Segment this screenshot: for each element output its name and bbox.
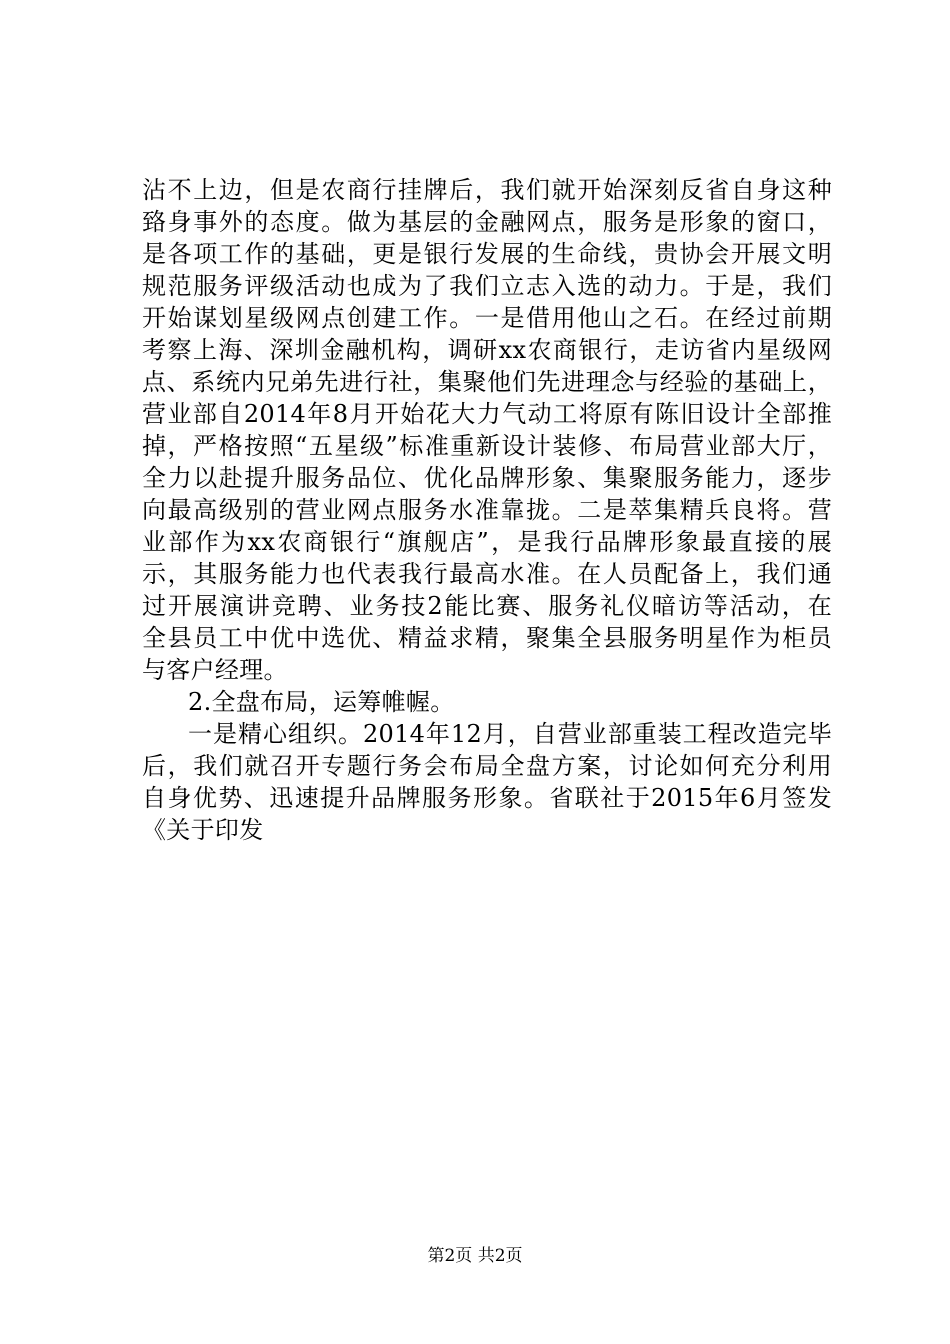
text-line: 示，其服务能力也代表我行最高水准。在人员配备上，我们通 <box>142 560 832 588</box>
text-line: 掉，严格按照“五星级”标准重新设计装修、布局营业部大厅， <box>142 432 832 460</box>
text-line: 自身优势、迅速提升品牌服务形象。省联社于2015年6月签发 <box>142 784 832 812</box>
text-line: 《关于印发 <box>142 816 264 844</box>
text-line: 规范服务评级活动也成为了我们立志入选的动力。于是，我们 <box>142 272 832 300</box>
text-line: 业部作为xx农商银行“旗舰店”，是我行品牌形象最直接的展 <box>142 528 832 556</box>
text-line: 考察上海、深圳金融机构，调研xx农商银行，走访省内星级网 <box>142 336 832 364</box>
body-text <box>142 174 832 846</box>
text-line: 一是精心组织。2014年12月，自营业部重装工程改造完毕 <box>188 720 832 748</box>
text-line: 开始谋划星级网点创建工作。一是借用他山之石。在经过前期 <box>142 304 832 332</box>
text-line: 全力以赴提升服务品位、优化品牌形象、集聚服务能力，逐步 <box>142 464 832 492</box>
text-line: 臵身事外的态度。做为基层的金融网点，服务是形象的窗口， <box>142 208 832 236</box>
section-heading: 2.全盘布局，运筹帷幄。 <box>188 688 455 716</box>
text-line: 点、系统内兄弟先进行社，集聚他们先进理念与经验的基础上， <box>142 368 832 396</box>
page-number: 第2页 共2页 <box>427 1246 523 1266</box>
text-line: 营业部自2014年8月开始花大力气动工将原有陈旧设计全部推 <box>142 400 832 428</box>
page-footer <box>0 1245 950 1267</box>
text-line: 全县员工中优中选优、精益求精，聚集全县服务明星作为柜员 <box>142 624 832 652</box>
text-line: 过开展演讲竞聘、业务技2能比赛、服务礼仪暗访等活动，在 <box>142 592 832 620</box>
text-line: 沾不上边，但是农商行挂牌后，我们就开始深刻反省自身这种 <box>142 176 832 204</box>
text-line: 是各项工作的基础，更是银行发展的生命线，贵协会开展文明 <box>142 240 832 268</box>
text-line: 向最高级别的营业网点服务水准靠拢。二是萃集精兵良将。营 <box>142 496 832 524</box>
text-line: 后，我们就召开专题行务会布局全盘方案，讨论如何充分利用 <box>142 752 832 780</box>
text-line: 与客户经理。 <box>142 656 288 684</box>
